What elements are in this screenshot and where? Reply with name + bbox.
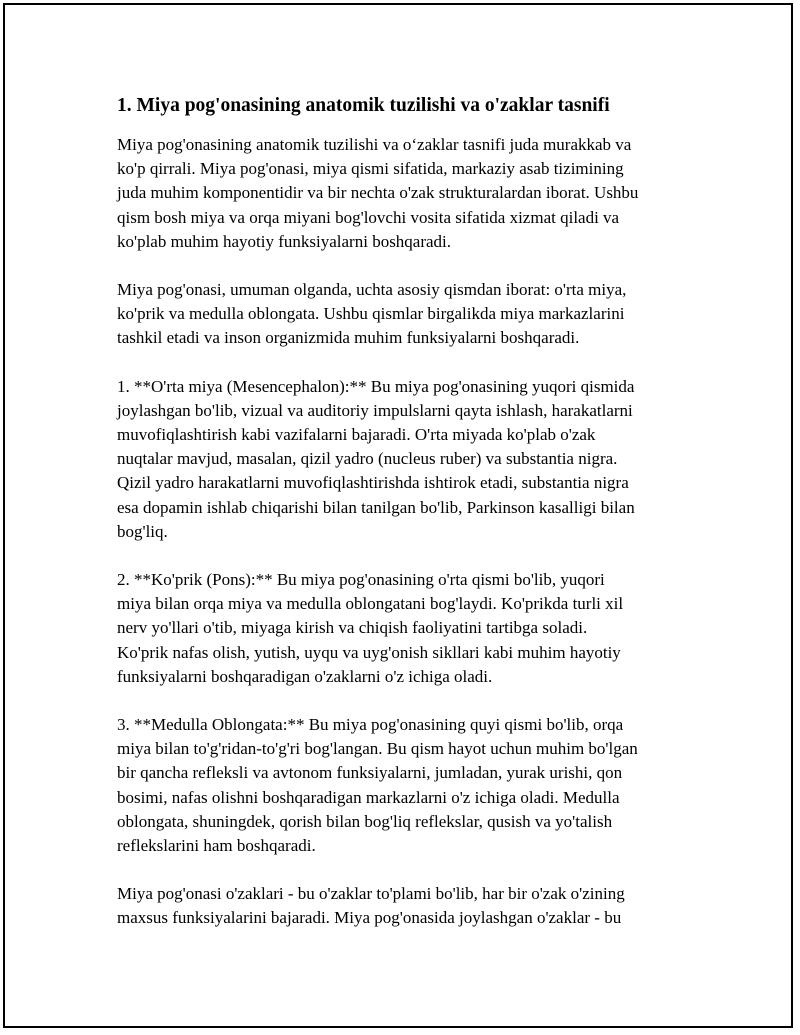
- paragraph-line: 2. **Ko'prik (Pons):** Bu miya pog'onasining o'rta qismi bo'lib, yuqori: [117, 570, 605, 590]
- paragraph-line: funksiyalarni boshqaradigan o'zaklarni o'z ichiga oladi.: [117, 666, 493, 686]
- paragraph-line: joylashgan bo'lib, vizual va auditoriy impulslarni qayta ishlash, harakatlarni: [117, 400, 633, 420]
- paragraph-line: 3. **Medulla Oblongata:** Bu miya pog'onasining quyi qismi bo'lib, orqa: [117, 715, 624, 735]
- paragraph-line: Miya pog'onasi, umuman olganda, uchta asosiy qismdan iborat: o'rta miya,: [117, 280, 627, 300]
- paragraph-line: oblongata, shuningdek, qorish bilan bog'liq reflekslar, qusish va yo'talish: [117, 811, 613, 831]
- paragraph-line: tashkil etadi va inson organizmida muhim funksiyalarni boshqaradi.: [117, 328, 580, 348]
- body-paragraph: [117, 375, 697, 544]
- paragraph-line: bosimi, nafas olishni boshqaradigan markazlarni o'z ichiga oladi. Medulla: [117, 787, 620, 807]
- paragraph-container: [117, 133, 697, 931]
- paragraph-line: esa dopamin ishlab chiqarishi bilan tanilgan bo'lib, Parkinson kasalligi bilan: [117, 497, 635, 517]
- paragraph-line: Qizil yadro harakatlarni muvofiqlashtirishda ishtirok etadi, substantia nigra: [117, 473, 629, 493]
- paragraph-line: juda muhim komponentidir va bir nechta o'zak strukturalardan iborat. Ushbu: [117, 183, 639, 203]
- paragraph-line: nuqtalar mavjud, masalan, qizil yadro (nucleus ruber) va substantia nigra.: [117, 449, 618, 469]
- body-paragraph: [117, 882, 697, 930]
- paragraph-line: miya bilan to'g'ridan-to'g'ri bog'langan. Bu qism hayot uchun muhim bo'lgan: [117, 739, 638, 759]
- body-paragraph: [117, 713, 697, 858]
- paragraph-line: Ko'prik nafas olish, yutish, uyqu va uyg'onish sikllari kabi muhim hayotiy: [117, 642, 621, 662]
- paragraph-line: muvofiqlashtirish kabi vazifalarni bajaradi. O'rta miyada ko'plab o'zak: [117, 425, 596, 445]
- paragraph-line: ko'prik va medulla oblongata. Ushbu qismlar birgalikda miya markazlarini: [117, 304, 625, 324]
- paragraph-line: Miya pog'onasi o'zaklari - bu o'zaklar to'plami bo'lib, har bir o'zak o'zining: [117, 884, 625, 904]
- paragraph-line: Miya pog'onasining anatomik tuzilishi va o‘zaklar tasnifi juda murakkab va: [117, 135, 632, 154]
- paragraph-line: reflekslarini ham boshqaradi.: [117, 836, 316, 856]
- document-body: [117, 93, 697, 955]
- paragraph-line: qism bosh miya va orqa miyani bog'lovchi vosita sifatida xizmat qiladi va: [117, 207, 620, 227]
- paragraph-line: ko'p qirrali. Miya pog'onasi, miya qismi sifatida, markaziy asab tizimining: [117, 159, 624, 179]
- paragraph-line: 1. **O'rta miya (Mesencephalon):** Bu miya pog'onasining yuqori qismida: [117, 376, 635, 396]
- paragraph-line: ko'plab muhim hayotiy funksiyalarni boshqaradi.: [117, 231, 452, 251]
- body-paragraph: [117, 133, 697, 254]
- body-paragraph: [117, 568, 697, 689]
- paragraph-line: miya bilan orqa miya va medulla oblongatani bog'laydi. Ko'prikda turli xil: [117, 594, 624, 614]
- paragraph-line: bog'liq.: [117, 521, 168, 541]
- body-paragraph: [117, 278, 697, 351]
- paragraph-line: bir qancha refleksli va avtonom funksiyalarni, jumladan, yurak urishi, qon: [117, 763, 623, 783]
- paragraph-line: maxsus funksiyalarini bajaradi. Miya pog'onasida joylashgan o'zaklar - bu: [117, 908, 622, 928]
- section-heading: 1. Miya pog'onasining anatomik tuzilishi va o'zaklar tasnifi: [117, 95, 610, 116]
- paragraph-line: nerv yo'llari o'tib, miyaga kirish va chiqish faoliyatini tartibga soladi.: [117, 618, 588, 638]
